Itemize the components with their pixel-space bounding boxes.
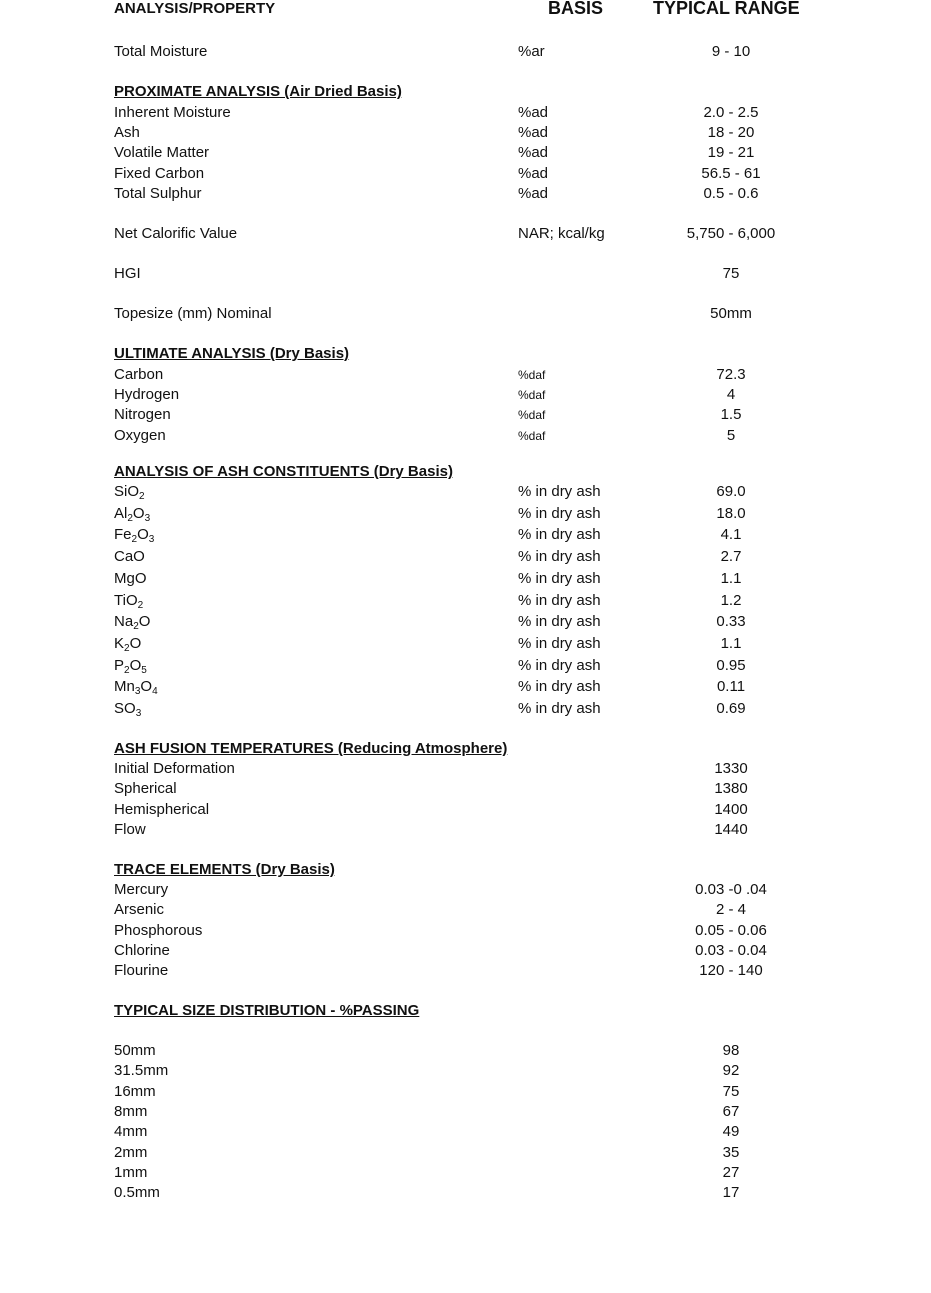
row-value: 4 bbox=[726, 386, 736, 404]
row-label: Oxygen bbox=[114, 426, 166, 444]
row-label: 8mm bbox=[114, 1102, 148, 1120]
row-value: 35 bbox=[722, 1143, 740, 1161]
formula-subscript: 3 bbox=[134, 686, 141, 698]
row-label: Inherent Moisture bbox=[114, 104, 231, 121]
table-row bbox=[0, 780, 931, 800]
row-label: 16mm bbox=[114, 1082, 156, 1100]
row-label: Carbon bbox=[114, 366, 164, 383]
table-row bbox=[0, 678, 931, 698]
formula-part: P bbox=[114, 656, 125, 674]
table-row bbox=[0, 657, 931, 677]
row-basis: %ar bbox=[518, 43, 545, 60]
formula-label bbox=[114, 657, 147, 674]
formula-part: Na bbox=[114, 613, 134, 631]
row-basis: %ad bbox=[518, 184, 549, 202]
table-row bbox=[0, 1083, 931, 1103]
table-row bbox=[0, 526, 931, 546]
formula-subscript: 5 bbox=[141, 664, 147, 676]
formula-label bbox=[114, 526, 155, 546]
row-value: 1400 bbox=[714, 800, 748, 818]
row-value: 72.3 bbox=[716, 366, 746, 383]
formula-subscript: 3 bbox=[135, 708, 142, 719]
table-row bbox=[0, 548, 931, 568]
row-value: 4.1 bbox=[720, 526, 742, 544]
row-label: Chlorine bbox=[114, 941, 170, 959]
formula-part: Fe bbox=[114, 526, 132, 544]
formula-part: Si bbox=[114, 483, 128, 500]
row-basis: %daf bbox=[518, 388, 546, 403]
row-label: Flourine bbox=[114, 962, 169, 980]
formula-part: O bbox=[132, 504, 145, 522]
table-row bbox=[0, 1184, 931, 1204]
row-value: 75 bbox=[722, 265, 740, 282]
row-value: 5 bbox=[726, 426, 736, 444]
row-value: 0.05 - 0.06 bbox=[695, 921, 767, 939]
formula-part: O bbox=[129, 656, 142, 674]
row-label: Hemispherical bbox=[114, 800, 210, 818]
net-calorific-row bbox=[0, 225, 931, 245]
row-value: 18 - 20 bbox=[707, 124, 755, 142]
row-basis: %ad bbox=[518, 144, 549, 162]
header-range: TYPICAL RANGE bbox=[653, 0, 800, 18]
table-row bbox=[0, 801, 931, 821]
row-value: 1.1 bbox=[720, 569, 742, 587]
header-basis: BASIS bbox=[548, 0, 604, 18]
formula-subscript: 2 bbox=[133, 621, 139, 633]
row-value: 1.1 bbox=[720, 634, 742, 652]
row-value: 18.0 bbox=[716, 504, 746, 522]
table-row bbox=[0, 406, 931, 426]
row-label: Hydrogen bbox=[114, 386, 180, 404]
total-moisture-row bbox=[0, 43, 931, 63]
row-value: 2.7 bbox=[720, 548, 742, 566]
row-basis: % in dry ash bbox=[518, 569, 601, 587]
ash-fusion-title: ASH FUSION TEMPERATURES (Reducing Atmosphere) bbox=[114, 740, 508, 757]
row-value: 5,750 - 6,000 bbox=[686, 225, 776, 242]
row-label: Volatile Matter bbox=[114, 144, 210, 162]
row-basis: % in dry ash bbox=[518, 700, 601, 717]
row-label: 31.5mm bbox=[114, 1062, 169, 1080]
formula-part: O bbox=[127, 483, 140, 500]
row-label: Topesize (mm) Nominal bbox=[114, 305, 272, 322]
table-row bbox=[0, 700, 931, 720]
formula-label bbox=[114, 613, 151, 633]
row-label: 50mm bbox=[114, 1042, 156, 1059]
row-basis: NAR; kcal/kg bbox=[518, 225, 605, 242]
formula-label bbox=[114, 505, 150, 522]
row-value: 69.0 bbox=[716, 483, 746, 500]
table-row bbox=[0, 483, 931, 503]
row-label: Fixed Carbon bbox=[114, 164, 205, 182]
formula-part: MgO bbox=[114, 569, 147, 587]
formula-subscript: 2 bbox=[124, 642, 130, 654]
formula-part: O bbox=[137, 526, 149, 544]
table-row bbox=[0, 1123, 931, 1143]
row-label: 0.5mm bbox=[114, 1184, 160, 1202]
row-value: 75 bbox=[722, 1082, 740, 1100]
row-value: 0.33 bbox=[716, 613, 746, 631]
row-value: 120 - 140 bbox=[699, 962, 763, 980]
table-row bbox=[0, 124, 931, 144]
row-label: 2mm bbox=[114, 1143, 148, 1161]
row-value: 17 bbox=[722, 1184, 740, 1202]
row-label: Initial Deformation bbox=[114, 760, 235, 777]
row-value: 1440 bbox=[714, 820, 748, 838]
row-value: 56.5 - 61 bbox=[701, 164, 761, 182]
row-value: 0.03 - 0.04 bbox=[695, 941, 767, 959]
row-value: 0.95 bbox=[716, 656, 746, 674]
row-value: 19 - 21 bbox=[707, 144, 755, 162]
proximate-title: PROXIMATE ANALYSIS (Air Dried Basis) bbox=[114, 83, 402, 100]
table-row bbox=[0, 1164, 931, 1184]
formula-subscript: 2 bbox=[139, 491, 145, 502]
table-row bbox=[0, 427, 931, 447]
table-row bbox=[0, 104, 931, 124]
row-value: 98 bbox=[722, 1042, 740, 1059]
formula-label bbox=[114, 483, 145, 500]
row-label: HGI bbox=[114, 265, 141, 282]
topesize-row bbox=[0, 305, 931, 325]
row-basis: % in dry ash bbox=[518, 678, 601, 696]
row-label: Net Calorific Value bbox=[114, 225, 238, 242]
row-value: 0.11 bbox=[716, 678, 746, 696]
row-value: 0.03 -0 .04 bbox=[695, 881, 767, 898]
table-row bbox=[0, 1042, 931, 1062]
row-label: Total Sulphur bbox=[114, 184, 202, 202]
table-row bbox=[0, 901, 931, 921]
formula-subscript: 2 bbox=[124, 664, 130, 676]
table-row bbox=[0, 1103, 931, 1123]
formula-label bbox=[114, 570, 147, 587]
row-value: 27 bbox=[722, 1163, 740, 1181]
row-basis: % in dry ash bbox=[518, 591, 601, 609]
table-row bbox=[0, 505, 931, 525]
size-distribution-title: TYPICAL SIZE DISTRIBUTION - %PASSING bbox=[114, 1002, 420, 1019]
formula-part: O bbox=[129, 634, 142, 652]
table-row bbox=[0, 570, 931, 590]
row-label: Flow bbox=[114, 820, 146, 838]
row-basis: % in dry ash bbox=[518, 656, 601, 674]
table-row bbox=[0, 613, 931, 633]
row-value: 1.2 bbox=[720, 591, 742, 609]
row-basis: %daf bbox=[518, 408, 546, 423]
row-label: Spherical bbox=[114, 780, 177, 798]
formula-subscript: 3 bbox=[144, 512, 151, 524]
row-value: 2 - 4 bbox=[715, 901, 746, 919]
table-row bbox=[0, 942, 931, 962]
row-basis: % in dry ash bbox=[518, 613, 601, 631]
formula-subscript: 3 bbox=[148, 534, 155, 546]
formula-label bbox=[114, 635, 141, 652]
row-value: 50mm bbox=[710, 305, 752, 322]
formula-subscript: 4 bbox=[152, 686, 158, 698]
ultimate-title: ULTIMATE ANALYSIS (Dry Basis) bbox=[114, 345, 350, 362]
row-value: 0.5 - 0.6 bbox=[703, 184, 759, 202]
ash-constituents-title: ANALYSIS OF ASH CONSTITUENTS (Dry Basis) bbox=[114, 463, 453, 480]
row-value: 1.5 bbox=[720, 406, 742, 424]
table-row bbox=[0, 922, 931, 942]
formula-part: Al bbox=[114, 504, 128, 522]
formula-label bbox=[114, 700, 141, 717]
row-value: 67 bbox=[722, 1102, 740, 1120]
row-label: Nitrogen bbox=[114, 406, 171, 424]
row-basis: % in dry ash bbox=[518, 483, 601, 500]
table-row bbox=[0, 185, 931, 205]
formula-subscript: 2 bbox=[131, 534, 138, 546]
formula-part: Mn bbox=[114, 678, 135, 696]
formula-label bbox=[114, 678, 158, 698]
row-basis: % in dry ash bbox=[518, 526, 601, 544]
row-basis: %daf bbox=[518, 428, 546, 443]
formula-part: K bbox=[114, 634, 125, 652]
row-basis: %daf bbox=[518, 368, 546, 382]
row-basis: %ad bbox=[518, 124, 549, 142]
table-row bbox=[0, 366, 931, 386]
table-row bbox=[0, 592, 931, 612]
trace-title: TRACE ELEMENTS (Dry Basis) bbox=[114, 861, 335, 878]
row-value: 0.69 bbox=[716, 700, 746, 717]
row-basis: % in dry ash bbox=[518, 634, 601, 652]
row-value: 2.0 - 2.5 bbox=[703, 104, 759, 121]
row-label: Total Moisture bbox=[114, 43, 208, 60]
formula-part: O bbox=[140, 678, 153, 696]
table-row bbox=[0, 165, 931, 185]
formula-part: SO bbox=[114, 700, 136, 717]
table-row bbox=[0, 144, 931, 164]
row-basis: %ad bbox=[518, 104, 549, 121]
formula-part: O bbox=[138, 613, 151, 631]
formula-label bbox=[114, 548, 145, 565]
row-label: Mercury bbox=[114, 881, 169, 898]
table-row bbox=[0, 821, 931, 841]
row-value: 49 bbox=[722, 1123, 740, 1141]
row-label: Arsenic bbox=[114, 901, 165, 919]
row-value: 1330 bbox=[714, 760, 748, 777]
table-row bbox=[0, 760, 931, 780]
table-row bbox=[0, 1062, 931, 1082]
row-label: Ash bbox=[114, 124, 140, 142]
row-value: 9 - 10 bbox=[711, 43, 751, 60]
formula-label bbox=[114, 592, 143, 609]
table-row bbox=[0, 962, 931, 982]
formula-part: CaO bbox=[114, 548, 145, 566]
table-row bbox=[0, 386, 931, 406]
row-label: 4mm bbox=[114, 1123, 148, 1141]
formula-subscript: 2 bbox=[137, 599, 144, 611]
row-basis: %ad bbox=[518, 164, 549, 182]
row-label: Phosphorous bbox=[114, 921, 203, 939]
hgi-row bbox=[0, 265, 931, 285]
row-value: 1380 bbox=[714, 780, 748, 798]
formula-subscript: 2 bbox=[127, 512, 133, 524]
table-row bbox=[0, 881, 931, 901]
table-row bbox=[0, 1144, 931, 1164]
table-row bbox=[0, 635, 931, 655]
row-basis: % in dry ash bbox=[518, 548, 601, 566]
row-value: 92 bbox=[722, 1062, 740, 1080]
row-basis: % in dry ash bbox=[518, 504, 601, 522]
row-label: 1mm bbox=[114, 1163, 148, 1181]
formula-part: TiO bbox=[114, 591, 138, 609]
header-property: ANALYSIS/PROPERTY bbox=[114, 0, 276, 17]
